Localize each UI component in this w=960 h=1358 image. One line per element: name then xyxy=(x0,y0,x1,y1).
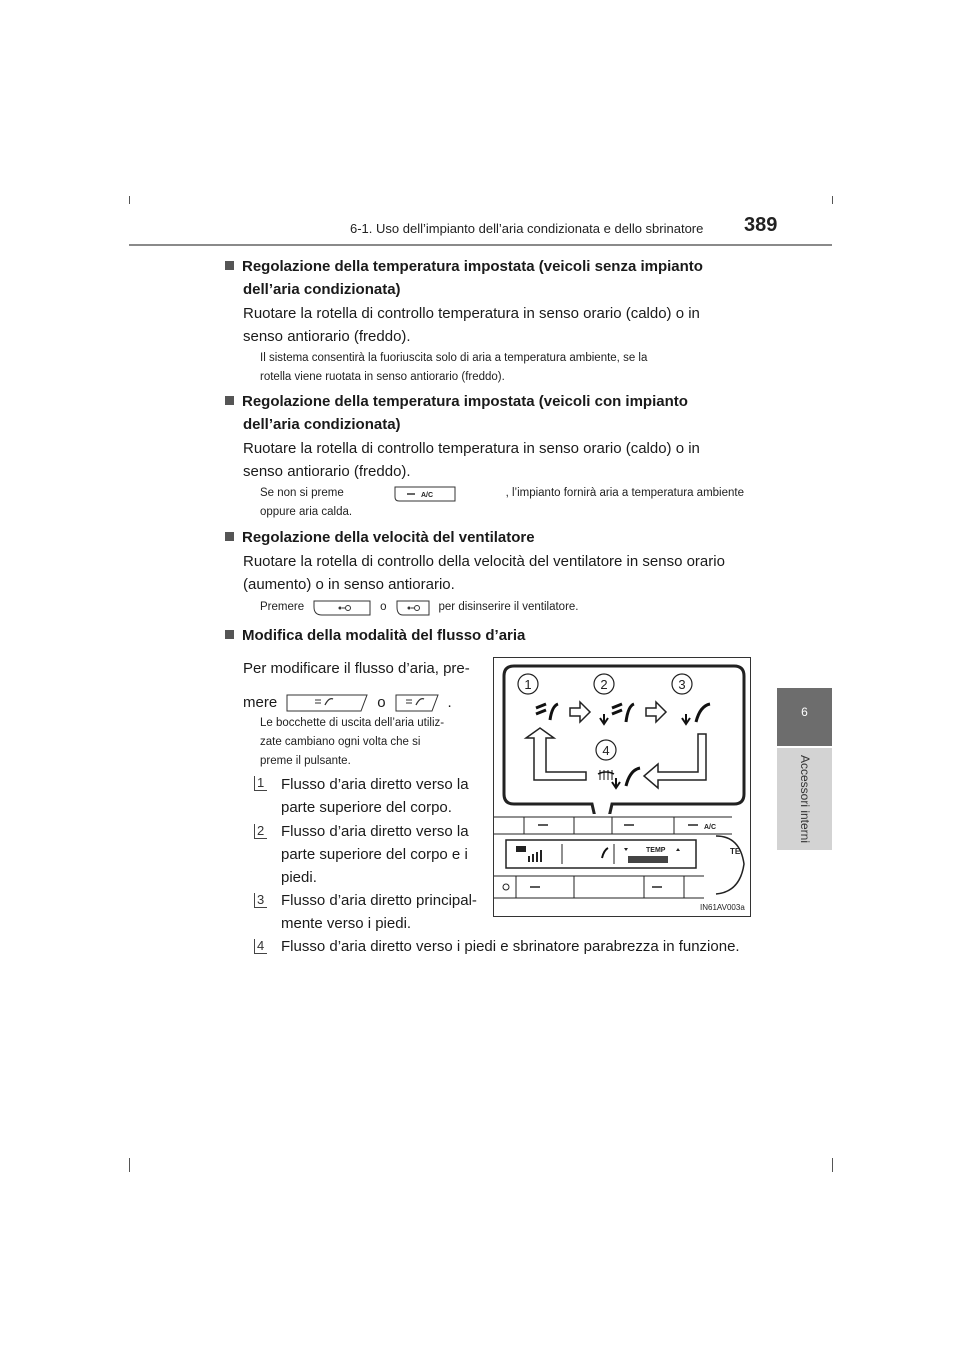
crop-mark xyxy=(129,1158,130,1172)
note-text xyxy=(260,598,660,617)
section-fan xyxy=(225,526,745,549)
body-line: Ruotare la rotella di controllo temperatura in senso orario (caldo) o in xyxy=(243,305,700,322)
figure-id: IN61AV003a xyxy=(700,903,745,912)
title-line: Regolazione della velocità del ventilatore xyxy=(242,529,535,546)
ac-button-icon xyxy=(393,485,457,503)
bullet-square-icon xyxy=(225,532,234,541)
note-line: Le bocchette di uscita dell’aria utiliz- xyxy=(260,717,445,729)
bullet-square-icon xyxy=(225,396,234,405)
chapter-number: 6 xyxy=(801,705,808,719)
section-title xyxy=(225,624,745,647)
note-line: preme il pulsante. xyxy=(260,755,351,767)
note-fragment: Premere xyxy=(260,601,305,613)
airflow-mode-figure xyxy=(493,657,751,917)
svg-text:2: 2 xyxy=(600,677,608,692)
crop-mark xyxy=(832,1158,833,1172)
note-line: oppure aria calda. xyxy=(260,506,353,518)
svg-text:1: 1 xyxy=(524,677,532,692)
climate-control-panel xyxy=(494,814,750,916)
body-line: (aumento) o in senso antiorario. xyxy=(243,576,455,593)
note-line: zate cambiano ogni volta che si xyxy=(260,736,421,748)
body-line: senso antiorario (freddo). xyxy=(243,328,411,345)
note-line: Il sistema consentirà la fuoriuscita solo di aria a temperatura ambiente, se la xyxy=(260,352,648,364)
item-number-badge: 2 xyxy=(254,823,267,839)
fan-off-button-icon xyxy=(312,599,372,617)
item-text xyxy=(281,935,751,958)
item-number-badge: 4 xyxy=(254,938,267,954)
note-fragment: o xyxy=(380,601,387,613)
body-fragment: . xyxy=(447,694,452,711)
note-fragment: per disinserire il ventilatore. xyxy=(438,601,579,613)
panel-ac-label: A/C xyxy=(704,824,717,831)
panel-edge-label: TE xyxy=(730,847,741,856)
chapter-label: Accessori interni xyxy=(798,754,812,844)
ac-button-label: A/C xyxy=(420,491,433,499)
callout-2 xyxy=(594,674,614,694)
section-title-cont: dell’aria condizionata) xyxy=(243,416,401,433)
callout-1 xyxy=(518,674,538,694)
panel-temp-label: TEMP xyxy=(646,847,666,854)
note-text xyxy=(260,484,744,522)
note-fragment: , l’impianto fornirà aria a temperatura ambiente xyxy=(505,487,744,499)
body-fragment: o xyxy=(377,694,386,711)
airflow-diagram xyxy=(494,658,750,916)
item-line: Flusso d’aria diretto principal- xyxy=(281,892,477,909)
section-temp-no-ac xyxy=(225,255,745,301)
item-line: Flusso d’aria diretto verso la xyxy=(281,823,469,840)
section-airflow xyxy=(225,624,745,647)
item-line: Flusso d’aria diretto verso i piedi e sbrinatore parabrezza in funzione. xyxy=(281,938,740,955)
item-text xyxy=(281,820,477,889)
svg-text:3: 3 xyxy=(678,677,686,692)
note-line xyxy=(260,598,660,617)
section-title-cont: dell’aria condizionata) xyxy=(243,281,401,298)
note-line: rotella viene ruotata in senso antiorario (freddo). xyxy=(260,371,505,383)
bullet-square-icon xyxy=(225,261,234,270)
item-number-badge: 1 xyxy=(254,775,267,791)
body-text xyxy=(243,550,745,596)
body-line: senso antiorario (freddo). xyxy=(243,463,411,480)
item-text xyxy=(281,773,477,819)
item-line: piedi. xyxy=(281,869,317,886)
note-text xyxy=(260,349,744,387)
note-line xyxy=(260,484,744,503)
title-line: Modifica della modalità del flusso d’aria xyxy=(242,627,526,644)
body-text xyxy=(243,302,745,348)
bullet-square-icon xyxy=(225,630,234,639)
section-title xyxy=(225,255,745,278)
item-line: mente verso i piedi. xyxy=(281,915,412,932)
svg-text:4: 4 xyxy=(602,743,610,758)
body-line: Per modificare il flusso d’aria, pre- xyxy=(243,660,470,677)
title-line: Regolazione della temperatura impostata (veicoli con impianto xyxy=(242,393,688,410)
section-temp-ac xyxy=(225,390,745,436)
page-number: 389 xyxy=(744,214,778,236)
item-text xyxy=(281,889,477,935)
title-line: Regolazione della temperatura impostata (veicoli senza impianto xyxy=(242,258,703,275)
airflow-mode-button-icon xyxy=(394,693,440,713)
header-rule xyxy=(129,244,832,246)
callout-4 xyxy=(596,740,616,760)
crop-mark xyxy=(832,196,833,204)
item-line: Flusso d’aria diretto verso la xyxy=(281,776,469,793)
section-title xyxy=(225,526,745,549)
note-text xyxy=(260,714,478,771)
running-header: 6-1. Uso dell’impianto dell’aria condizionata e dello sbrinatore xyxy=(350,221,704,236)
airflow-mode-button-icon xyxy=(285,693,369,713)
body-line: Ruotare la rotella di controllo temperatura in senso orario (caldo) o in xyxy=(243,440,700,457)
item-number-badge: 3 xyxy=(254,892,267,908)
item-line: parte superiore del corpo e i xyxy=(281,846,468,863)
body-fragment: mere xyxy=(243,694,278,711)
callout-3 xyxy=(672,674,692,694)
body-text xyxy=(243,652,477,720)
body-text xyxy=(243,437,745,483)
note-fragment: Se non si preme xyxy=(260,487,344,499)
crop-mark xyxy=(129,196,130,204)
fan-off-button-icon xyxy=(395,599,431,617)
section-title xyxy=(225,390,745,413)
body-line: Ruotare la rotella di controllo della velocità del ventilatore in senso orario xyxy=(243,553,725,570)
item-line: parte superiore del corpo. xyxy=(281,799,452,816)
